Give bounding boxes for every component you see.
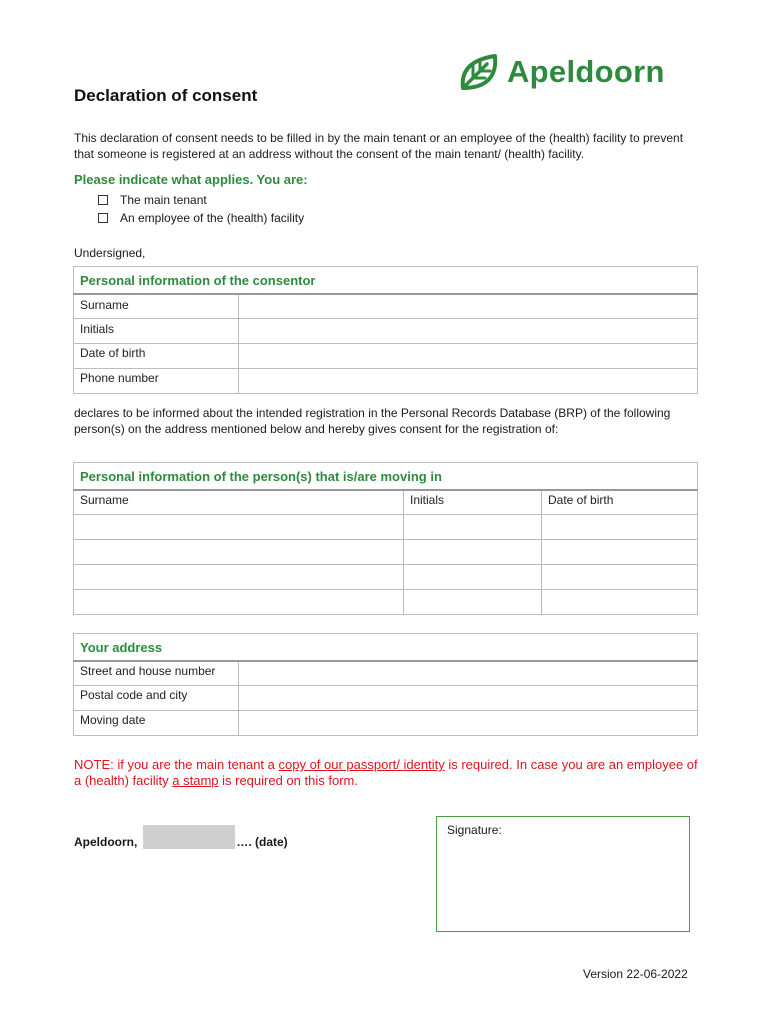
initials-input[interactable] [239,319,698,344]
table-row [74,590,698,615]
declares-text: declares to be informed about the intended registration in the Personal Records Database (BRP) of the following person(s) on the address mentioned below and hereby gives consent for the registration of: [74,406,671,436]
field-label: Street and house number [74,661,239,686]
applies-heading: Please indicate what applies. You are: [74,172,308,187]
version-text: Version 22-06-2022 [583,967,688,981]
street-input[interactable] [239,661,698,686]
surname-input[interactable] [239,294,698,319]
table-row [74,540,698,565]
initials-cell[interactable] [404,515,542,540]
checkbox[interactable] [98,213,108,223]
movers-heading: Personal information of the person(s) that is/are moving in [74,463,698,490]
date-of-birth-cell[interactable] [542,515,698,540]
postal-code-input[interactable] [239,686,698,711]
apeldoorn-logo [457,50,665,94]
date-input[interactable] [143,825,235,849]
field-label: Postal code and city [74,686,239,711]
date-of-birth-cell[interactable] [542,540,698,565]
initials-cell[interactable] [404,540,542,565]
field-label: Moving date [74,711,239,736]
checkbox[interactable] [98,195,108,205]
surname-cell[interactable] [74,540,404,565]
surname-cell[interactable] [74,590,404,615]
movers-table [73,462,698,615]
date-of-birth-cell[interactable] [542,590,698,615]
option-main-tenant[interactable] [98,193,207,207]
initials-cell[interactable] [404,565,542,590]
undersigned-text: Undersigned, [74,246,146,260]
date-suffix: …. (date) [236,835,288,849]
option-employee[interactable] [98,211,304,225]
date-of-birth-input[interactable] [239,344,698,369]
field-label: Initials [74,319,239,344]
phone-number-input[interactable] [239,369,698,394]
field-label: Surname [74,294,239,319]
signature-label: Signature: [447,823,502,837]
address-table [73,633,698,736]
surname-cell[interactable] [74,515,404,540]
note-part: is required. In case you are an employee of a (health) facility [74,757,698,788]
page-title: Declaration of consent [74,86,258,105]
surname-cell[interactable] [74,565,404,590]
moving-date-input[interactable] [239,711,698,736]
table-row [74,565,698,590]
field-label: Phone number [74,369,239,394]
note-passport-emphasis: copy of our passport/ identity [278,757,445,772]
note-text [74,757,704,789]
intro-text: This declaration of consent needs to be filled in by the main tenant or an employee of the (health) facility to prevent that someone is registered at an address without the consent of the main tenant/ (health) facility. [74,131,684,161]
logo-text: Apeldoorn [507,54,665,89]
sign-place: Apeldoorn, [74,835,138,849]
option-label: The main tenant [120,193,207,207]
table-row [74,515,698,540]
column-header: Date of birth [542,490,698,515]
column-header: Initials [404,490,542,515]
note-part: NOTE: if you are the main tenant a [74,757,279,772]
leaf-icon [457,50,501,94]
signature-box[interactable] [436,816,690,932]
date-of-birth-cell[interactable] [542,565,698,590]
field-label: Date of birth [74,344,239,369]
note-part: is required on this form. [218,773,358,788]
option-label: An employee of the (health) facility [120,211,305,225]
consentor-heading: Personal information of the consentor [74,267,698,294]
note-stamp-emphasis: a stamp [172,773,219,788]
sign-line [74,825,288,849]
initials-cell[interactable] [404,590,542,615]
address-heading: Your address [74,634,698,661]
column-header: Surname [74,490,404,515]
consentor-table [73,266,698,394]
